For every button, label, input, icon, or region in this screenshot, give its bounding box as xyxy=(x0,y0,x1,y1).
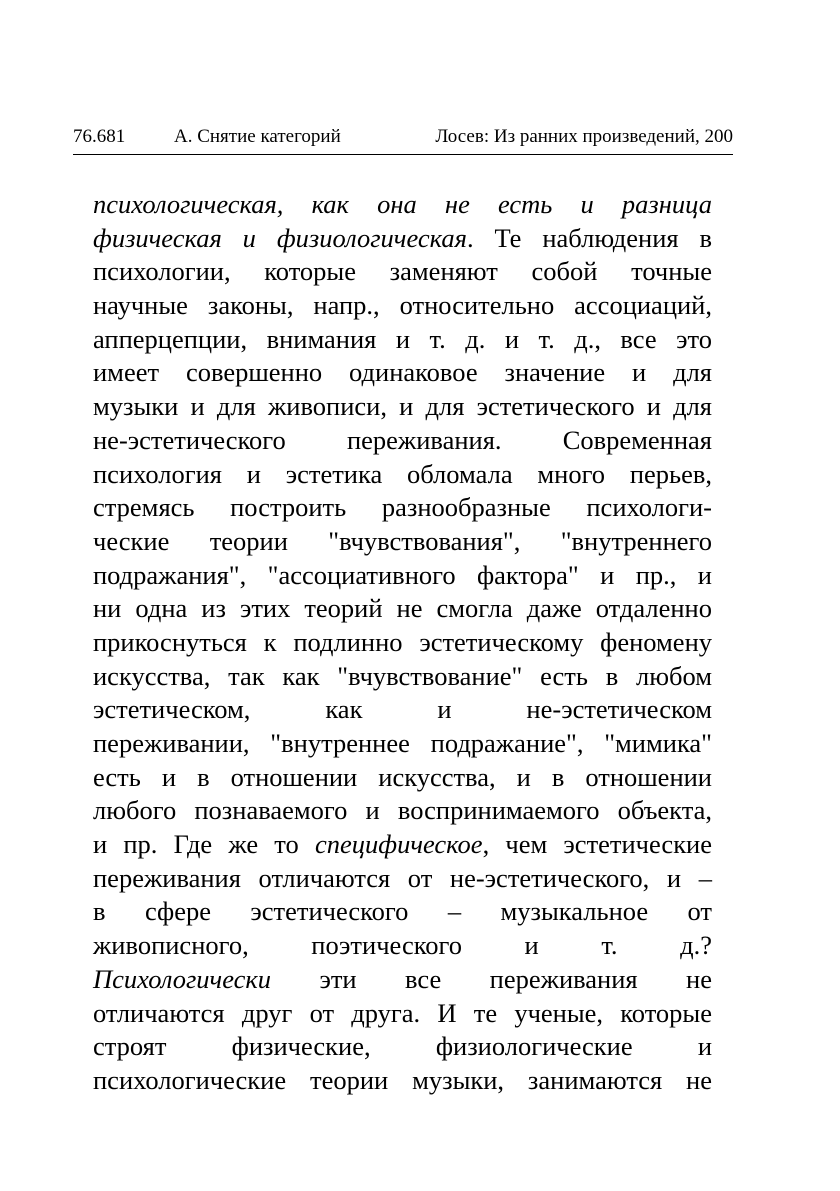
text-segment: подражания", "ассоциативного фактора" и пр., и xyxy=(93,559,712,590)
text-segment: психологические теории музыки, занимаются не xyxy=(93,1064,712,1095)
text-line xyxy=(93,1064,712,1098)
text-segment: ческие теории "вчувствования", "внутреннего xyxy=(93,525,712,556)
text-line xyxy=(93,424,712,458)
text-line xyxy=(93,356,712,390)
running-header xyxy=(73,124,733,155)
text-line xyxy=(93,491,712,525)
header-page-number: 76.681 xyxy=(73,126,126,147)
text-line xyxy=(93,255,712,289)
text-segment: научные законы, напр., относительно ассоциаций, xyxy=(93,290,712,321)
text-segment: психологии, которые заменяют собой точные xyxy=(93,256,712,287)
text-line xyxy=(93,525,712,559)
text-segment: ни одна из этих теорий не смогла даже отдаленно xyxy=(93,593,712,624)
text-line xyxy=(93,1030,712,1064)
text-line xyxy=(93,862,712,896)
text-segment: не-эстетического переживания. Современная xyxy=(93,424,712,455)
text-segment: апперцепции, внимания и т. д. и т. д., все это xyxy=(93,323,712,354)
text-segment: отличаются друг от друга. И те ученые, которые xyxy=(93,997,712,1028)
text-segment: строят физические, физиологические и xyxy=(93,1031,712,1062)
text-segment: переживании, "внутреннее подражание", "мимика" xyxy=(93,728,712,758)
text-segment: искусства, так как "вчувствование" есть в любом xyxy=(93,660,712,691)
text-segment: живописного, поэтического и т. д.? xyxy=(93,930,712,961)
text-line xyxy=(93,559,712,593)
text-segment: и пр. Где же то xyxy=(93,829,315,860)
text-line xyxy=(93,323,712,357)
text-line xyxy=(93,289,712,323)
italic-text: специфическое xyxy=(315,829,483,860)
body-paragraph xyxy=(93,188,712,1098)
text-line xyxy=(93,761,712,795)
text-line xyxy=(93,660,712,694)
text-segment: переживания отличаются от не-эстетического, и – xyxy=(93,862,712,893)
text-line xyxy=(93,963,712,997)
text-line xyxy=(93,222,712,256)
italic-text: физическая и физиологическая xyxy=(93,222,467,253)
text-segment: любого познаваемого и воспринимаемого объекта, xyxy=(93,795,712,826)
text-segment: стремясь построить разнообразные психологи- xyxy=(93,492,712,523)
text-line xyxy=(93,727,712,761)
text-segment: психология и эстетика обломала много перьев, xyxy=(93,458,712,489)
text-line xyxy=(93,458,712,492)
text-line xyxy=(93,794,712,828)
text-line xyxy=(93,188,712,222)
text-segment: имеет совершенно одинаковое значение и для xyxy=(93,357,712,388)
text-line xyxy=(93,997,712,1031)
italic-text: Психологически xyxy=(93,963,272,994)
text-segment: . Те наблюдения в xyxy=(466,222,712,253)
text-segment: прикоснуться к подлинно эстетическому феномену xyxy=(93,626,712,657)
text-segment: есть и в отношении искусства, и в отношении xyxy=(93,761,712,792)
text-segment: , чем эстетические xyxy=(482,829,713,860)
text-line xyxy=(93,895,712,929)
text-segment: музыки и для живописи, и для эстетического и для xyxy=(93,391,712,422)
header-section-title: А. Снятие категорий xyxy=(174,126,341,147)
text-segment: эти все переживания не xyxy=(271,963,712,994)
italic-text: психологическая, как она не есть и разница xyxy=(93,189,712,219)
text-segment: эстетическом, как и не-эстетическом xyxy=(93,694,712,725)
text-line xyxy=(93,592,712,626)
header-source-title: Лосев: Из ранних произведений, 200 xyxy=(435,126,733,147)
text-line xyxy=(93,626,712,660)
text-line xyxy=(93,390,712,424)
text-segment: в сфере эстетического – музыкальное от xyxy=(93,896,712,927)
text-line xyxy=(93,929,712,963)
text-line xyxy=(93,693,712,727)
text-line xyxy=(93,828,712,862)
